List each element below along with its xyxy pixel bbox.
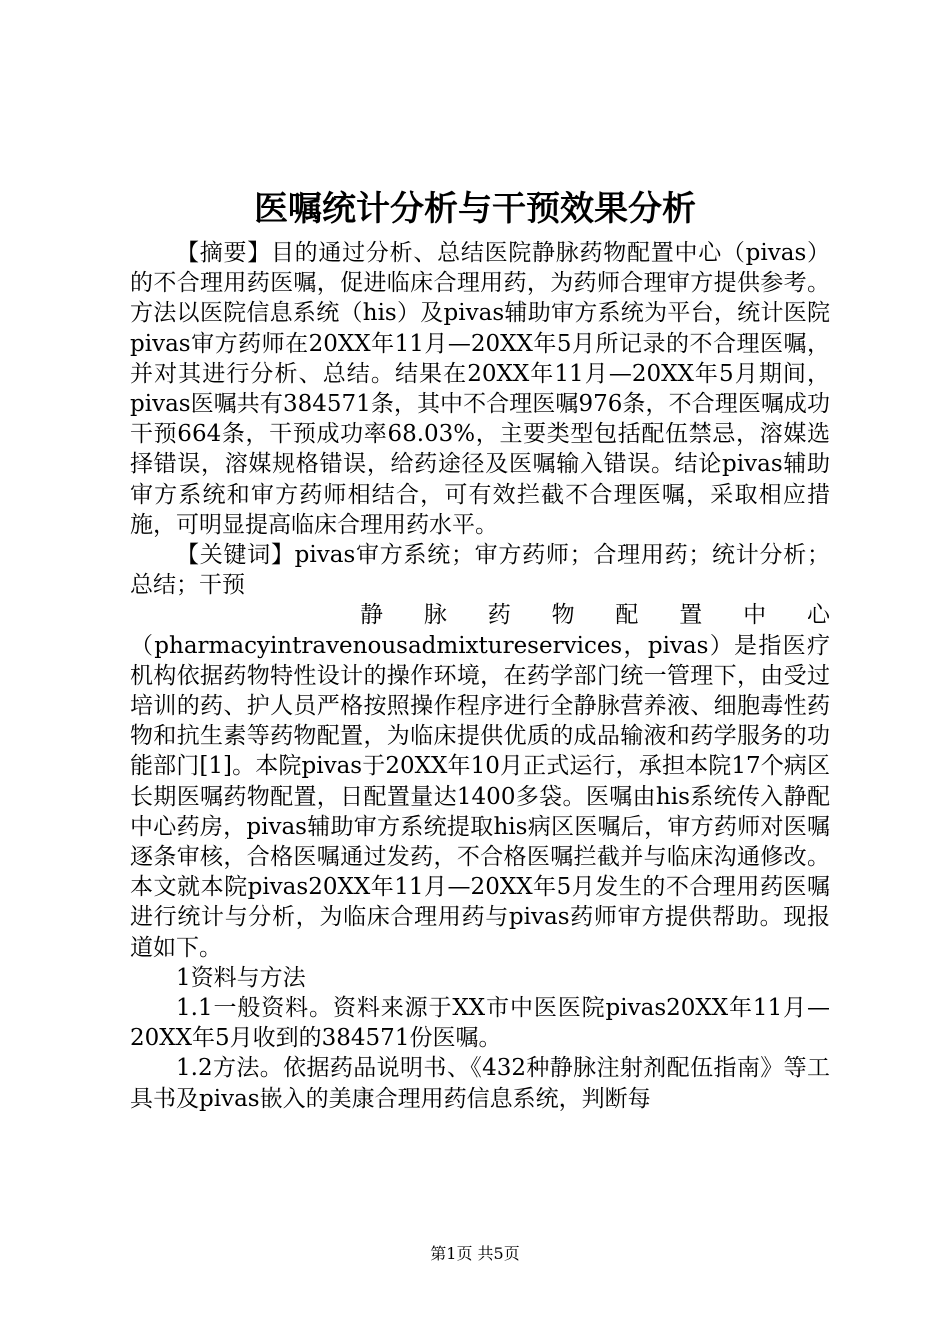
document-body xyxy=(130,238,830,1114)
intro-text: （pharmacyintravenousadmixtureservices，pivas）是指医疗机构依据药物特性设计的操作环境，在药学部门统一管理下，由受过培训的药、护人员严格按照操作程序进行全静脉营养液、细胞毒性药物和抗生素等药物配置，为临床提供优质的成品输液和药学服务的功能部门[1]。本院pivas于20XX年10月正式运行，承担本院17个病区长期医嘱药物配置，日配置量达1400多袋。医嘱由his系统传入静配中心药房，pivas辅助审方系统提取his病区医嘱后，审方药师对医嘱逐条审核，合格医嘱通过发药，不合格医嘱拦截并与临床沟通修改。本文就本院pivas20XX年11月—20XX年5月发生的不合理用药医嘱进行统计与分析，为临床合理用药与pivas药师审方提供帮助。现报道如下。 xyxy=(130,632,830,961)
intro-heading: 静脉药物配置中心 xyxy=(360,602,830,629)
abstract-paragraph: 【摘要】目的通过分析、总结医院静脉药物配置中心（pivas）的不合理用药医嘱，促进临床合理用药，为药师合理审方提供参考。方法以医院信息系统（his）及pivas辅助审方系统为平台，统计医院pivas审方药师在20XX年11月—20XX年5月所记录的不合理医嘱，并对其进行分析、总结。结果在20XX年11月—20XX年5月期间，pivas医嘱共有384571条，其中不合理医嘱976条，不合理医嘱成功干预664条，干预成功率68.03%，主要类型包括配伍禁忌，溶媒选择错误，溶媒规格错误，给药途径及医嘱输入错误。结论pivas辅助审方系统和审方药师相结合，可有效拦截不合理医嘱，采取相应措施，可明显提高临床合理用药水平。 xyxy=(130,240,830,538)
keywords-paragraph: 【关键词】pivas审方系统；审方药师；合理用药；统计分析；总结；干预 xyxy=(130,542,830,599)
section-1-2-paragraph: 1.2方法。依据药品说明书、《432种静脉注射剂配伍指南》等工具书及pivas嵌入的美康合理用药信息系统，判断每 xyxy=(130,1055,830,1112)
section-1-heading: 1资料与方法 xyxy=(176,964,306,991)
section-1-1-paragraph: 1.1一般资料。资料来源于XX市中医医院pivas20XX年11月—20XX年5月收到的384571份医嘱。 xyxy=(130,995,830,1052)
intro-paragraph xyxy=(130,600,830,962)
document-title: 医嘱统计分析与干预效果分析 xyxy=(254,189,696,229)
page-footer: 第1页 共5页 xyxy=(430,1244,520,1263)
